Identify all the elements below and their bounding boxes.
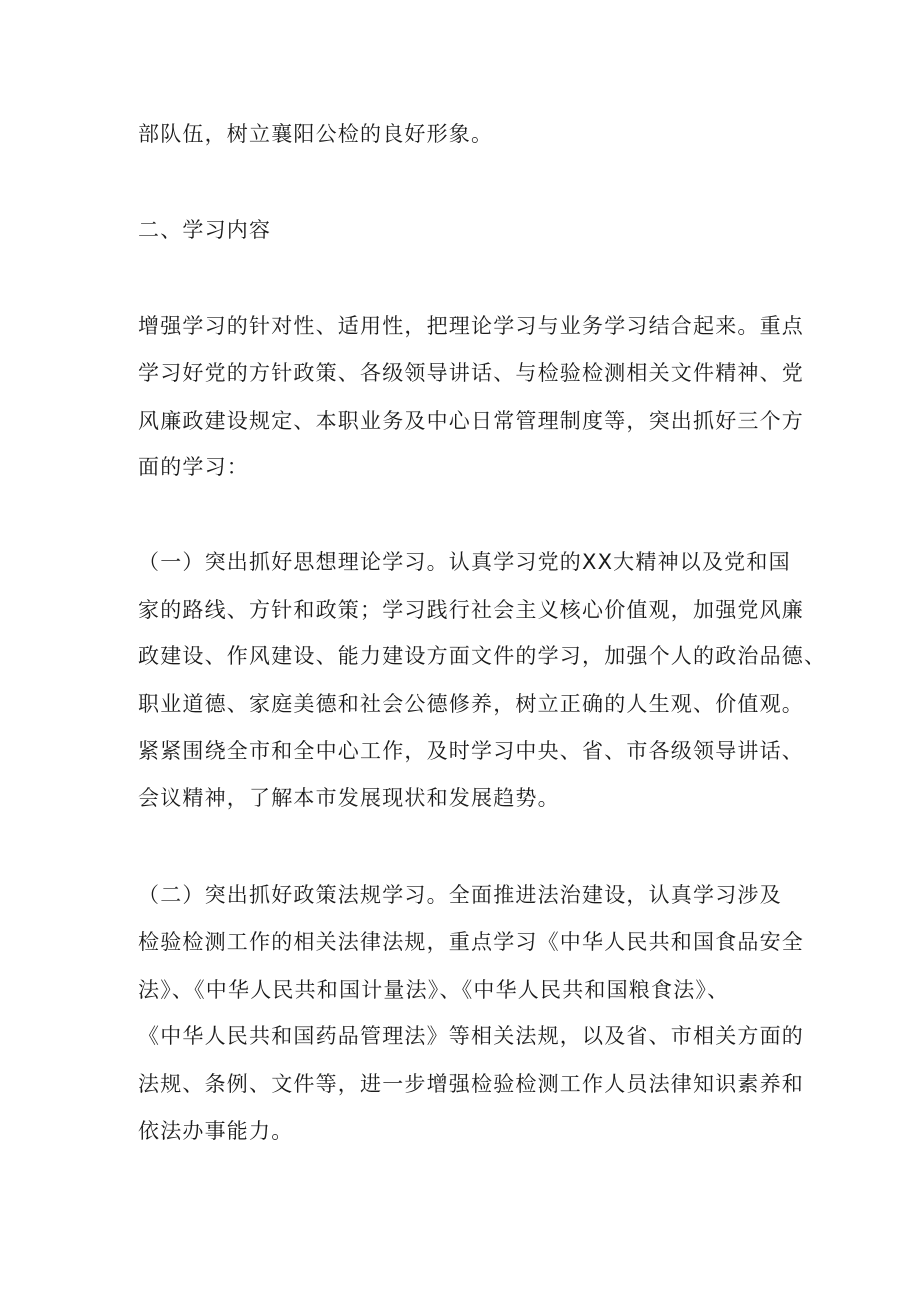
overview-line-1: 增强学习的针对性、适用性，把理论学习与业务学习结合起来。重点 bbox=[138, 314, 804, 338]
item-one-line-4: 职业道德、家庭美德和社会公德修养，树立正确的人生观、价值观。 bbox=[138, 692, 804, 716]
overview-line-2: 学习好党的方针政策、各级领导讲话、与检验检测相关文件精神、党 bbox=[138, 361, 804, 385]
item-two-line-6: 依法办事能力。 bbox=[138, 1119, 294, 1143]
item-one-line-5: 紧紧围绕全市和全中心工作，及时学习中央、省、市各级领导讲话、 bbox=[138, 739, 804, 763]
item-one-line-1: （一）突出抓好思想理论学习。认真学习党的XX大精神以及党和国 bbox=[138, 550, 791, 574]
overview-line-3: 风廉政建设规定、本职业务及中心日常管理制度等，突出抓好三个方 bbox=[138, 409, 804, 433]
item-one-line-3: 政建设、作风建设、能力建设方面文件的学习，加强个人的政治品德、 bbox=[138, 644, 827, 668]
item-two-line-3: 法》、《中华人民共和国计量法》、《中华人民共和国粮食法》、 bbox=[138, 978, 730, 1002]
overview-line-4: 面的学习： bbox=[138, 455, 249, 479]
item-one-line-2: 家的路线、方针和政策；学习践行社会主义核心价值观，加强党风廉 bbox=[138, 598, 804, 622]
item-two-line-5: 法规、条例、文件等，进一步增强检验检测工作人员法律知识素养和 bbox=[138, 1072, 804, 1096]
item-one-line-6: 会议精神，了解本市发展现状和发展趋势。 bbox=[138, 786, 560, 810]
item-two-line-1: （二）突出抓好政策法规学习。全面推进法治建设，认真学习涉及 bbox=[138, 883, 782, 907]
item-two-line-4: 《中华人民共和国药品管理法》等相关法规，以及省、市相关方面的 bbox=[138, 1024, 804, 1048]
intro-tail-line-1: 部队伍，树立襄阳公检的良好形象。 bbox=[138, 122, 494, 146]
item-two-line-2: 检验检测工作的相关法律法规，重点学习《中华人民共和国食品安全 bbox=[138, 930, 804, 954]
section-heading: 二、学习内容 bbox=[138, 218, 272, 242]
